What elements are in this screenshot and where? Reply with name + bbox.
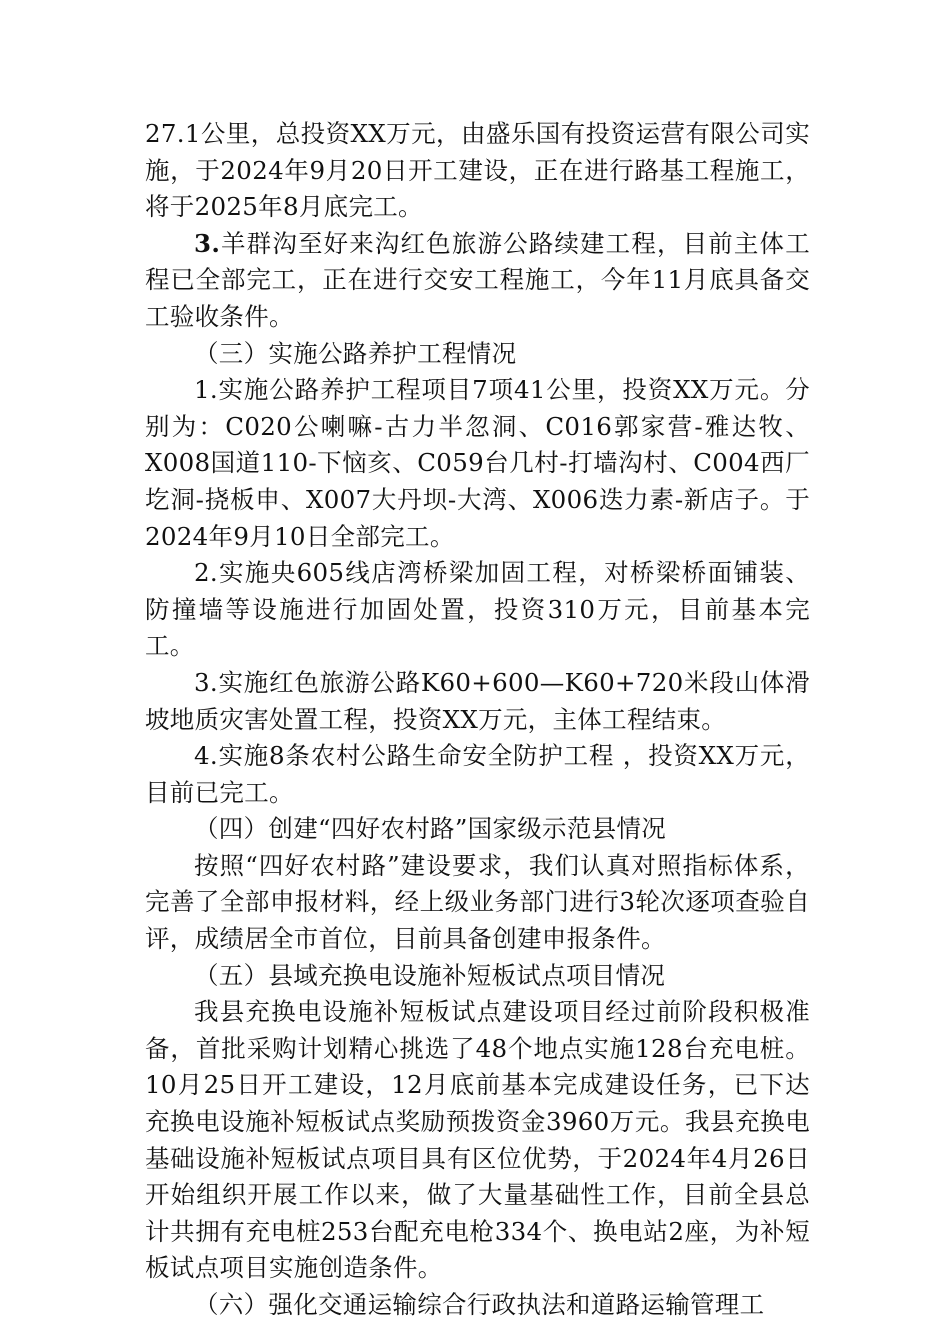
paragraph-four-good-roads: 按照“四好农村路”建设要求，我们认真对照指标体系，完善了全部申报材料，经上级业务部门进行3轮次逐项查验自评，成绩居全市首位，目前具备创建申报条件。	[145, 850, 810, 954]
item-number: 3.	[194, 228, 221, 258]
section-heading-5: （五）县域充换电设施补短板试点项目情况	[194, 960, 666, 990]
paragraph-charging-pilot: 我县充换电设施补短板试点建设项目经过前阶段积极准备，首批采购计划精心挑选了48个地点实施128台充电桩。10月25日开工建设，12月底前基本完成建设任务，已下达充换电设施补短板试点奖励预拨资金3960万元。我县充换电基础设施补短板试点项目具有区位优势，于2024年4月26日开始组织开展工作以来，做了大量基础性工作，目前全县总计共拥有充电桩253台配充电枪334个、换电站2座，为补短板试点项目实施创造条件。	[145, 997, 810, 1283]
section-heading-6: （六）强化交通运输综合行政执法和道路运输管理工	[194, 1290, 765, 1319]
section-heading-3: （三）实施公路养护工程情况	[194, 338, 517, 368]
paragraph-maintenance-3: 3.实施红色旅游公路K60+600—K60+720米段山体滑坡地质灾害处置工程，投资XX万元，主体工程结束。	[145, 667, 810, 734]
item-text: 羊群沟至好来沟红色旅游公路续建工程，目前主体工程已全部完工，正在进行交安工程施工，今年11月底具备交工验收条件。	[145, 228, 810, 331]
document-body	[145, 116, 810, 1324]
paragraph-maintenance-1: 1.实施公路养护工程项目7项41公里，投资XX万元。分别为：C020公喇嘛-古力半忽洞、C016郭家营-雅达牧、X008国道110-下恼亥、C059台几村-打墙沟村、C004西厂圪洞-挠板申、X007大丹坝-大湾、X006迭力素-新店子。于2024年9月10日全部完工。	[145, 375, 810, 551]
section-heading-4: （四）创建“四好农村路”国家级示范县情况	[194, 814, 667, 844]
paragraph-continuation: 27.1公里，总投资XX万元，由盛乐国有投资运营有限公司实施，于2024年9月20日开工建设，正在进行路基工程施工，将于2025年8月底完工。	[145, 119, 810, 222]
paragraph-maintenance-4: 4.实施8条农村公路生命安全防护工程 ，投资XX万元，目前已完工。	[145, 741, 810, 807]
paragraph-maintenance-2: 2.实施央605线店湾桥梁加固工程，对桥梁桥面铺装、防撞墙等设施进行加固处置，投资310万元，目前基本完工。	[145, 558, 810, 661]
paragraph-item-3	[145, 226, 810, 336]
